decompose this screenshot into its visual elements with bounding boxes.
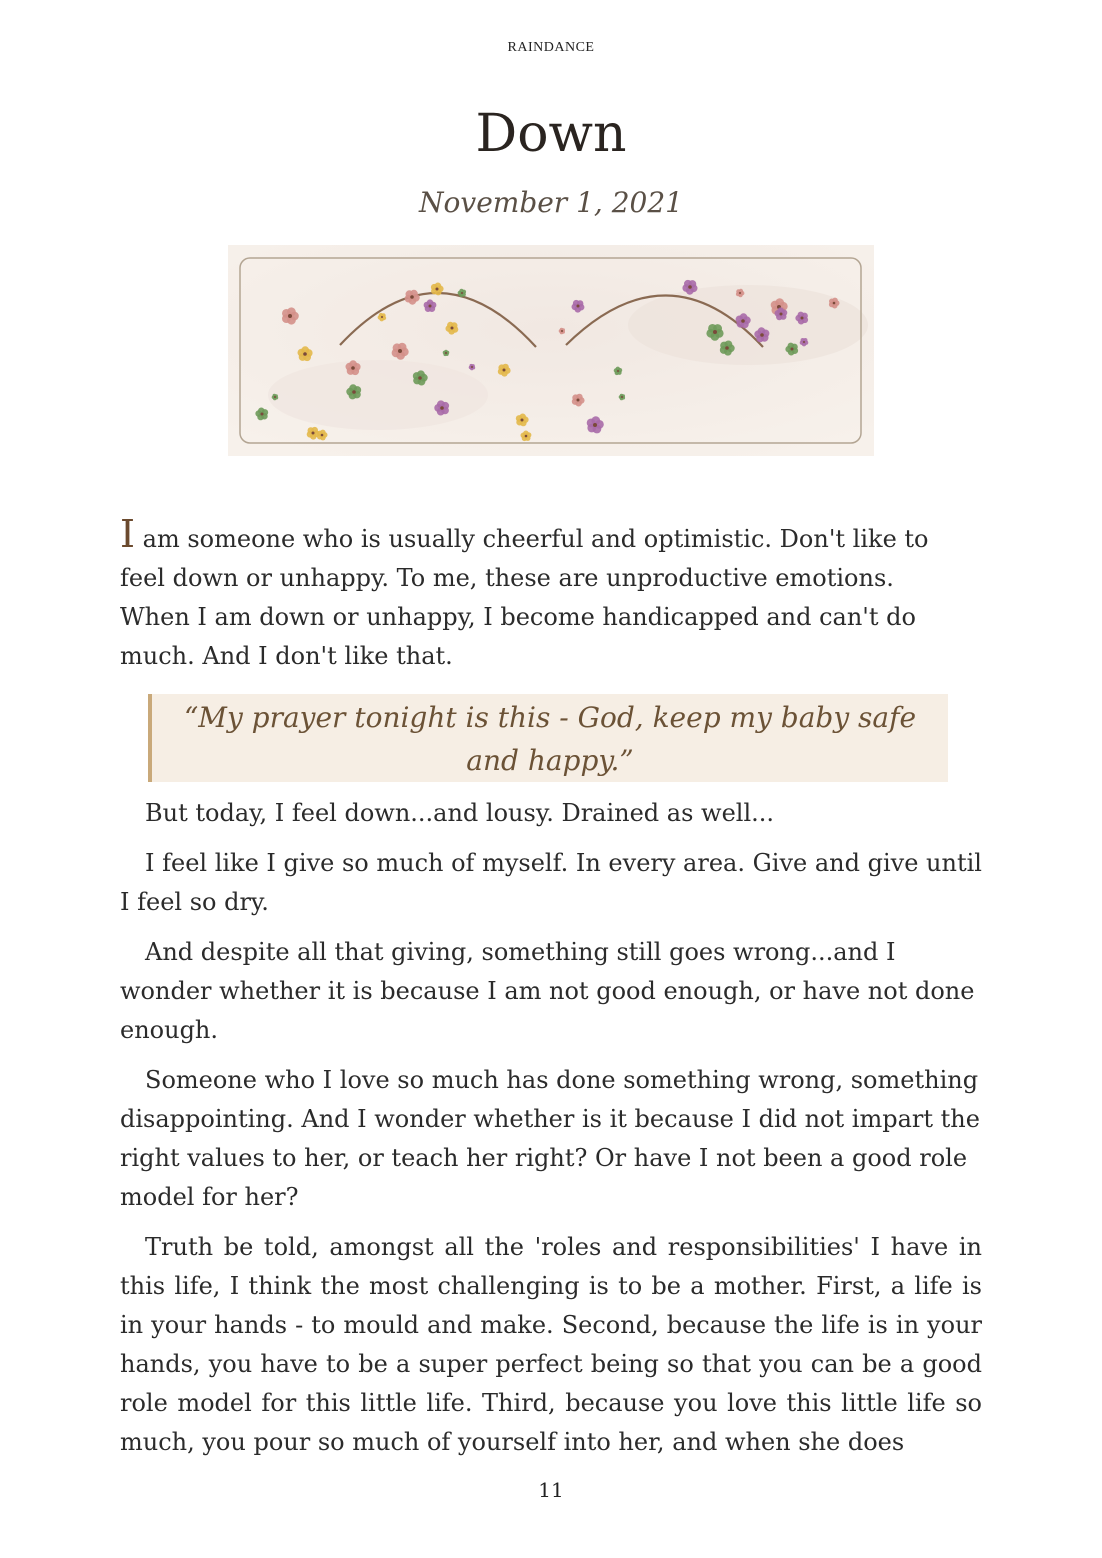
paragraph-5: Someone who I love so much has done something wrong, something disappointing. And I wonder whether is it because I did not impart the right values to her, or teach her right? Or have I not been a good role model for her?: [120, 1066, 980, 1211]
paragraph-1: [120, 512, 940, 676]
pull-quote: “My prayer tonight is this - God, keep my baby safe and happy.”: [148, 694, 948, 782]
paragraph-4: And despite all that giving, something still goes wrong...and I wonder whether it is because I am not good enough, or have not done enough.: [120, 938, 975, 1044]
body-text: [120, 512, 982, 1473]
running-head: RAINDANCE: [507, 40, 595, 55]
floral-eyes-illustration: [228, 245, 874, 456]
chapter-date: November 1, 2021: [419, 186, 683, 219]
paragraph-2: But today, I feel down...and lousy. Drained as well...: [145, 799, 775, 827]
paragraph-1-text: am someone who is usually cheerful and optimistic. Don't like to feel down or unhappy. To me, these are unproductive emotions. When I am down or unhappy, I become handicapped and can't do much. And I don't like that.: [120, 525, 929, 670]
paragraph-3: I feel like I give so much of myself. In every area. Give and give until I feel so dry.: [120, 849, 982, 916]
paragraph-6: Truth be told, amongst all the 'roles and responsibilities' I have in this life, I think the most challenging is to be a mother. First, a life is in your hands - to mould and make. Second, because the life is in your hands, you have to be a super perfect being so that you can be a good role model for this little life. Third, because you love this little life so much, you pour so much of yourself into her, and when she does: [120, 1233, 982, 1456]
chapter-title: Down: [475, 104, 627, 164]
page-number: 11: [538, 1478, 564, 1502]
drop-cap: I: [120, 512, 136, 556]
